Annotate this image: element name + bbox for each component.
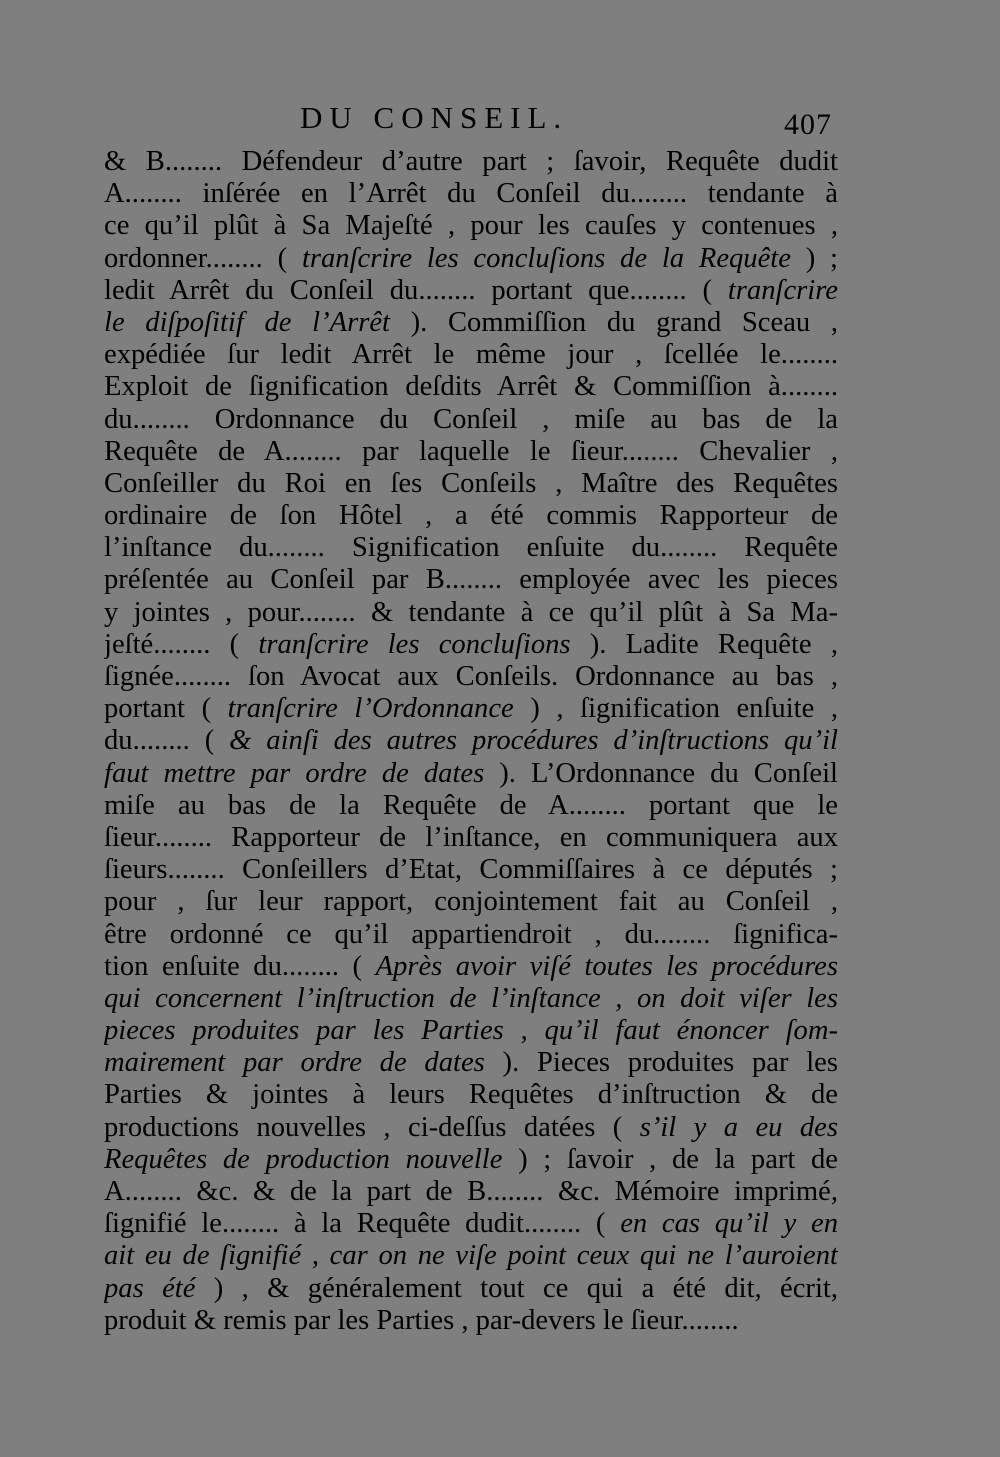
text-segment: ce qu’il plût à Sa Majeſté , pour les cauſes y contenues , [104,210,838,242]
running-head: DU CONSEIL. [300,100,569,135]
text-line [104,758,838,790]
text-segment: ordinaire de ſon Hôtel , a été commis Rapporteur de [104,500,838,532]
text-line [104,307,838,339]
text-segment: Exploit de ſignification deſdits Arrêt & Commiſſion à........ [104,371,838,403]
text-line [104,886,838,918]
text-line [104,725,838,757]
text-segment: Requête de A........ par laquelle le ſieur........ Chevalier , [104,435,838,467]
text-segment: ſieur........ Rapporteur de l’inſtance, en communiquera aux [104,821,838,853]
text-line [104,243,838,275]
text-segment: portant ( [104,693,228,725]
italic-text-segment: en cas qu’il y en [620,1208,838,1240]
text-line [104,1176,838,1208]
text-line [104,500,838,532]
text-line [104,951,838,983]
italic-text-segment: Après avoir viſé toutes les procédures [375,950,838,982]
text-line [104,371,838,403]
text-segment: l’inſtance du........ Signification enſuite du........ Requête [104,532,838,564]
text-line [104,532,838,564]
text-segment: du........ Ordonnance du Conſeil , miſe au bas de la [104,403,838,435]
text-segment: A........ inſérée en l’Arrêt du Conſeil du........ tendante à [104,178,838,210]
text-line [104,468,838,500]
text-segment: ſignée........ ſon Avocat aux Conſeils. Ordonnance au bas , [104,661,838,692]
text-segment: ) ; ſavoir , de la part de [502,1143,838,1175]
text-line [104,564,838,596]
text-line [104,275,838,307]
text-line [104,1112,838,1144]
text-line [104,629,838,661]
italic-text-segment: qui concernent l’inſtruction de l’inſtance , on doit viſer les [104,982,838,1014]
text-segment: & B........ Défendeur d’autre part ; ſavoir, Requête dudit [104,146,838,177]
text-line [104,790,838,822]
italic-text-segment: pieces produites par les Parties , qu’il faut énoncer ſom- [104,1015,838,1047]
text-segment: ſignifié le........ à la Requête dudit........ ( [104,1208,621,1240]
text-segment: ſieurs........ Conſeillers d’Etat, Commiſſaires à ce députés ; [104,854,838,886]
text-line [104,597,838,629]
italic-text-segment: tranſcrire les concluſions de la Requête [301,242,791,274]
text-segment: ordonner........ ( [104,242,302,274]
text-segment: Parties & jointes à leurs Requêtes d’inſtruction & de [104,1079,838,1111]
text-line [104,404,838,436]
italic-text-segment: tranſcrire l’Ordonnance [227,693,514,725]
text-segment: ledit Arrêt du Conſeil du........ portant que........ ( [104,274,728,306]
text-segment: expédiée ſur ledit Arrêt le même jour , ſcellée le........ [104,339,838,371]
text-segment: A........ &c. & de la part de B........ &c. Mémoire imprimé, [104,1176,838,1207]
text-line [104,178,838,210]
text-segment: tion enſuite du........ ( [104,950,376,982]
text-segment: ) , & généralement tout ce qui a été dit, écrit, [195,1272,838,1304]
text-line [104,919,838,951]
italic-text-segment: ait eu de ſignifié , car on ne viſe point ceux qui ne l’auroient [104,1240,838,1272]
text-segment: être ordonné ce qu’il appartiendroit , du........ ſignifica- [104,918,838,950]
text-segment: du........ ( [104,725,230,757]
text-segment: y jointes , pour........ & tendante à ce qu’il plût à Sa Ma- [104,596,838,628]
text-line [104,1144,838,1176]
text-line [104,854,838,886]
text-line [104,693,838,725]
italic-text-segment: s’il y a eu des [639,1111,838,1143]
text-segment: produit & remis par les Parties , par-devers le ſieur........ [104,1304,739,1336]
text-segment: jeſté........ ( [104,628,259,660]
text-line [104,1015,838,1047]
text-line [104,983,838,1015]
italic-text-segment: Requêtes de production nouvelle [104,1143,503,1175]
text-line [104,1079,838,1111]
text-line [104,1047,838,1079]
text-segment: ). Ladite Requête , [570,628,838,660]
text-line [104,822,838,854]
text-line [104,661,838,693]
italic-text-segment: & ainſi des autres procédures d’inſtructions qu’il [229,725,838,757]
text-segment: miſe au bas de la Requête de A........ portant que le [104,789,838,821]
text-line [104,210,838,242]
text-segment: Conſeiller du Roi en ſes Conſeils , Maître des Requêtes [104,467,838,499]
text-line [104,1240,838,1272]
text-segment: ). Pieces produites par les [484,1047,838,1079]
italic-text-segment: tranſcrire les concluſions [258,628,571,660]
body-text [104,146,838,1337]
text-line [104,436,838,468]
italic-text-segment: tranſcrire [727,274,838,306]
italic-text-segment: faut mettre par ordre de dates [104,757,485,789]
text-segment: pour , ſur leur rapport, conjointement fait au Conſeil , [104,886,838,918]
text-segment: ) ; [790,242,838,274]
text-line [104,1273,838,1305]
text-line [104,146,838,178]
text-segment: productions nouvelles , ci-deſſus datées ( [104,1111,640,1143]
text-line [104,1305,838,1337]
text-segment: ). L’Ordonnance du Conſeil [484,757,838,789]
italic-text-segment: le diſpoſitif de l’Arrêt [104,306,390,338]
italic-text-segment: mairement par ordre de dates [104,1047,485,1079]
text-segment: préſentée au Conſeil par B........ employée avec les pieces [104,564,838,596]
text-line [104,339,838,371]
italic-text-segment: pas été [104,1272,196,1304]
page-number: 407 [784,108,832,141]
text-segment: ) , ſignification enſuite , [513,693,838,725]
text-line [104,1208,838,1240]
text-segment: ). Commiſſion du grand Sceau , [389,306,838,338]
